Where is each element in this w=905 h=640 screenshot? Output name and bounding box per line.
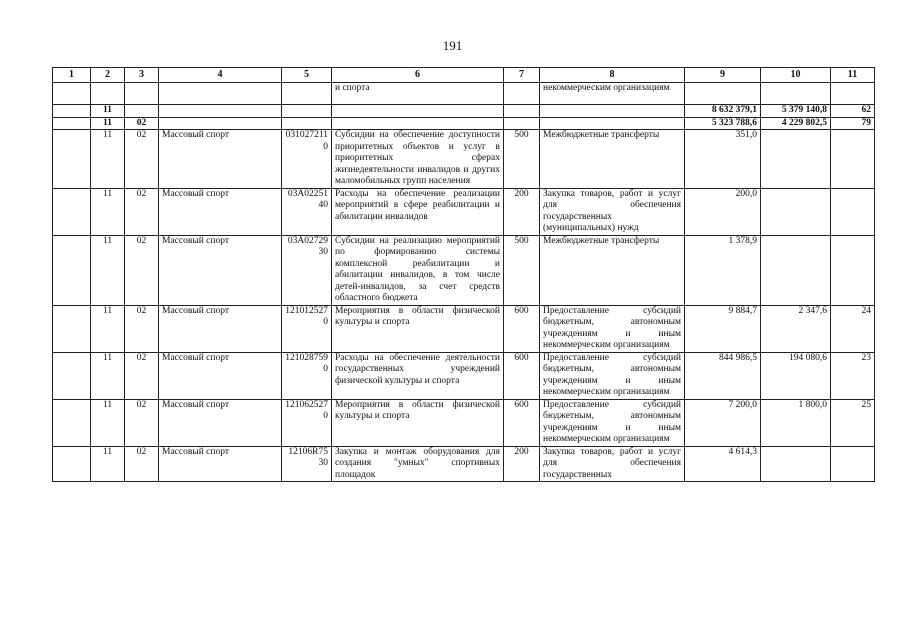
cell-subsection: 02	[125, 188, 159, 235]
col-header: 9	[685, 68, 761, 83]
cell-amount-10: 194 080,6	[761, 352, 831, 399]
cell-description: Субсидии на обеспечение доступности приоритетных объектов и услуг в приоритетных сферах жизнедеятельности инвалидов и других маломобильных групп населения	[332, 130, 504, 189]
cell-name: Массовый спорт	[159, 399, 282, 446]
cell-percent	[831, 235, 875, 305]
cell-amount-9: 844 986,5	[685, 352, 761, 399]
cell-description: Расходы на обеспечение деятельности государственных учреждений физической культуры и спорта	[332, 352, 504, 399]
total-row	[53, 105, 875, 118]
cell-col1	[53, 399, 91, 446]
cell-col1	[53, 188, 91, 235]
cell-expense-type: 200	[504, 188, 540, 235]
cell-target-code	[282, 117, 332, 130]
header-row	[53, 68, 875, 83]
cell-amount-9: 4 614,3	[685, 446, 761, 482]
cell-subsection: 02	[125, 399, 159, 446]
cell-description	[332, 117, 504, 130]
cell-percent: 62	[831, 105, 875, 118]
cell-expense-type	[504, 117, 540, 130]
cell-subsection: 02	[125, 130, 159, 189]
cell-expense-type	[504, 105, 540, 118]
cell-expense-name: Предоставление субсидий бюджетным, автономным учреждениям и иным некоммерческим организациям	[540, 352, 685, 399]
table-row	[53, 188, 875, 235]
cell-description: Мероприятия в области физической культуры и спорта	[332, 399, 504, 446]
cell-section: 11	[91, 105, 125, 118]
cell-amount-9: 1 378,9	[685, 235, 761, 305]
cell-expense-name: Закупка товаров, работ и услуг для обеспечения государственных (муниципальных) нужд	[540, 188, 685, 235]
cell-percent: 24	[831, 305, 875, 352]
cell-percent: 25	[831, 399, 875, 446]
cell-amount-9	[685, 83, 761, 105]
cell-target-code: 1210125270	[282, 305, 332, 352]
col-header: 10	[761, 68, 831, 83]
cell-section: 11	[91, 130, 125, 189]
cell-subsection: 02	[125, 117, 159, 130]
cell-target-code	[282, 83, 332, 105]
table-row	[53, 235, 875, 305]
cell-name: Массовый спорт	[159, 352, 282, 399]
cell-subsection: 02	[125, 305, 159, 352]
cell-expense-name: Предоставление субсидий бюджетным, автономным учреждениям и иным некоммерческим организациям	[540, 305, 685, 352]
cell-subsection	[125, 105, 159, 118]
cell-col1	[53, 83, 91, 105]
total-row	[53, 117, 875, 130]
cell-percent	[831, 446, 875, 482]
cell-subsection	[125, 83, 159, 105]
cell-expense-name: некоммерческим организациям	[540, 83, 685, 105]
cell-subsection: 02	[125, 446, 159, 482]
cell-percent: 23	[831, 352, 875, 399]
cell-subsection: 02	[125, 352, 159, 399]
cell-percent: 79	[831, 117, 875, 130]
cell-name: Массовый спорт	[159, 446, 282, 482]
cell-expense-name: Закупка товаров, работ и услуг для обеспечения государственных	[540, 446, 685, 482]
table-row	[53, 446, 875, 482]
cell-name: Массовый спорт	[159, 130, 282, 189]
cell-description: Расходы на обеспечение реализации мероприятий в сфере реабилитации и абилитации инвалидов	[332, 188, 504, 235]
cell-name	[159, 83, 282, 105]
cell-expense-type: 500	[504, 130, 540, 189]
page-number: 191	[442, 38, 463, 53]
table-row	[53, 83, 875, 105]
col-header: 11	[831, 68, 875, 83]
cell-expense-type: 600	[504, 352, 540, 399]
cell-section: 11	[91, 305, 125, 352]
cell-amount-10: 1 800,0	[761, 399, 831, 446]
cell-col1	[53, 305, 91, 352]
cell-col1	[53, 117, 91, 130]
cell-expense-type	[504, 83, 540, 105]
cell-target-code: 1210625270	[282, 399, 332, 446]
cell-target-code: 1210287590	[282, 352, 332, 399]
cell-amount-9: 7 200,0	[685, 399, 761, 446]
cell-target-code: 12106R7530	[282, 446, 332, 482]
cell-expense-type: 500	[504, 235, 540, 305]
table-row	[53, 130, 875, 189]
cell-section	[91, 83, 125, 105]
cell-expense-name	[540, 117, 685, 130]
cell-percent	[831, 130, 875, 189]
cell-section: 11	[91, 117, 125, 130]
cell-description: и спорта	[332, 83, 504, 105]
cell-name	[159, 117, 282, 130]
budget-table	[52, 67, 875, 482]
cell-col1	[53, 352, 91, 399]
cell-col1	[53, 105, 91, 118]
col-header: 4	[159, 68, 282, 83]
cell-amount-9: 351,0	[685, 130, 761, 189]
cell-name: Массовый спорт	[159, 188, 282, 235]
table-row	[53, 399, 875, 446]
cell-section: 11	[91, 446, 125, 482]
cell-amount-10: 5 379 140,8	[761, 105, 831, 118]
cell-expense-name	[540, 105, 685, 118]
col-header: 7	[504, 68, 540, 83]
cell-description	[332, 105, 504, 118]
table-row	[53, 352, 875, 399]
cell-percent	[831, 188, 875, 235]
cell-amount-9: 9 884,7	[685, 305, 761, 352]
cell-col1	[53, 446, 91, 482]
cell-amount-9: 8 632 379,1	[685, 105, 761, 118]
cell-section: 11	[91, 188, 125, 235]
cell-amount-10	[761, 235, 831, 305]
cell-expense-type: 600	[504, 305, 540, 352]
cell-name: Массовый спорт	[159, 305, 282, 352]
cell-amount-10	[761, 188, 831, 235]
col-header: 6	[332, 68, 504, 83]
cell-col1	[53, 130, 91, 189]
cell-amount-10	[761, 446, 831, 482]
cell-amount-9: 200,0	[685, 188, 761, 235]
cell-amount-10	[761, 130, 831, 189]
cell-expense-name: Межбюджетные трансферты	[540, 235, 685, 305]
cell-target-code: 0310272110	[282, 130, 332, 189]
col-header: 3	[125, 68, 159, 83]
cell-target-code: 03А0272930	[282, 235, 332, 305]
cell-name: Массовый спорт	[159, 235, 282, 305]
cell-section: 11	[91, 235, 125, 305]
col-header: 2	[91, 68, 125, 83]
cell-percent	[831, 83, 875, 105]
cell-description: Мероприятия в области физической культуры и спорта	[332, 305, 504, 352]
cell-section: 11	[91, 399, 125, 446]
cell-expense-type: 600	[504, 399, 540, 446]
cell-section: 11	[91, 352, 125, 399]
col-header: 8	[540, 68, 685, 83]
cell-name	[159, 105, 282, 118]
col-header: 5	[282, 68, 332, 83]
cell-amount-10	[761, 83, 831, 105]
cell-amount-10: 2 347,6	[761, 305, 831, 352]
cell-description: Закупка и монтаж оборудования для создания "умных" спортивных площадок	[332, 446, 504, 482]
cell-expense-type: 200	[504, 446, 540, 482]
cell-expense-name: Межбюджетные трансферты	[540, 130, 685, 189]
cell-subsection: 02	[125, 235, 159, 305]
cell-expense-name: Предоставление субсидий бюджетным, автономным учреждениям и иным некоммерческим организациям	[540, 399, 685, 446]
col-header: 1	[53, 68, 91, 83]
cell-target-code: 03А0225140	[282, 188, 332, 235]
cell-target-code	[282, 105, 332, 118]
cell-col1	[53, 235, 91, 305]
cell-description: Субсидии на реализацию мероприятий по формированию системы комплексной реабилитации и абилитации инвалидов, в том числе детей-инвалидов, за счет средств областного бюджета	[332, 235, 504, 305]
table-row	[53, 305, 875, 352]
cell-amount-10: 4 229 802,5	[761, 117, 831, 130]
cell-amount-9: 5 323 788,6	[685, 117, 761, 130]
